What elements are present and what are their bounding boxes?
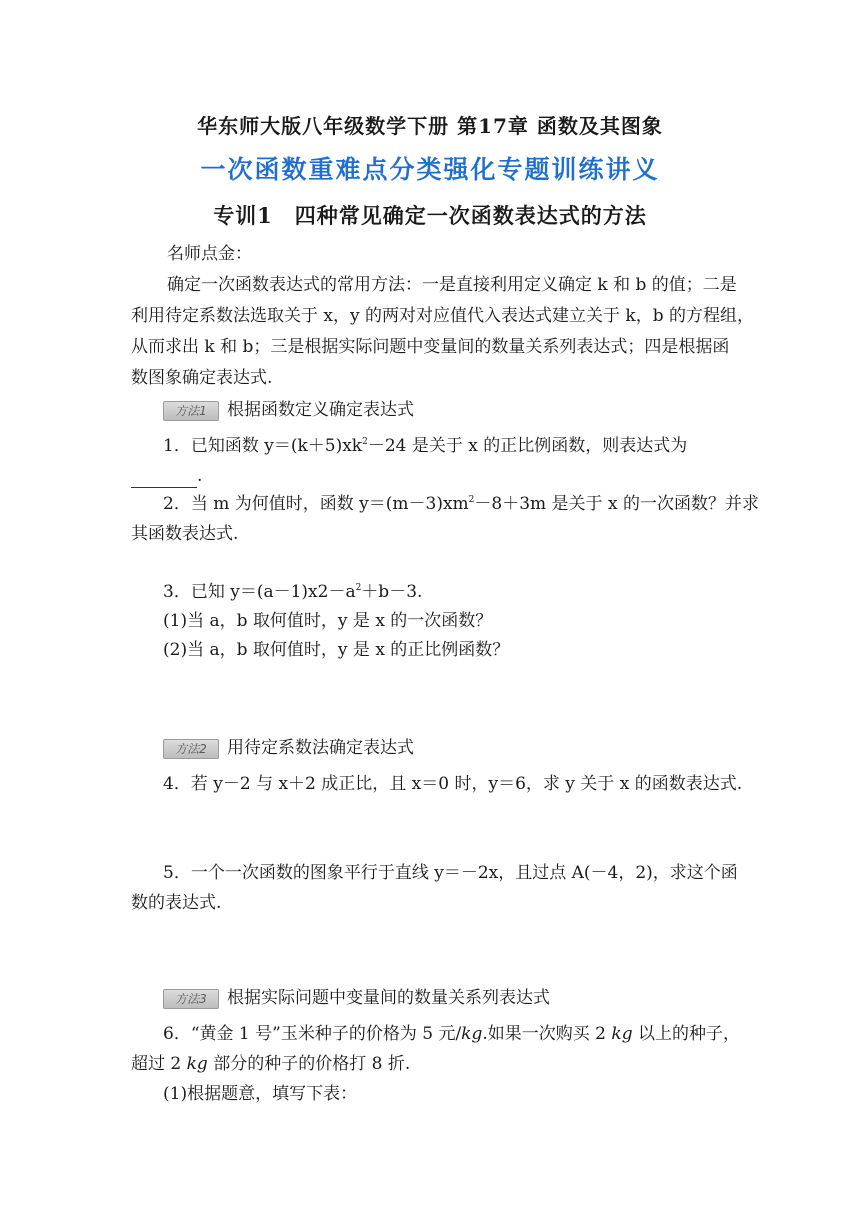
problem-3-question-2: (2)当 a，b 取何值时，y 是 x 的正比例函数？ xyxy=(163,640,510,660)
problem-text: 超过 2 xyxy=(131,1054,187,1074)
document-subtitle: 一次函数重难点分类强化专题训练讲义 xyxy=(200,155,660,184)
method-title: 用待定系数法确定表达式 xyxy=(227,738,414,758)
problem-2-line-2: 其函数表达式. xyxy=(131,524,239,544)
problem-5-line-1: 5．一个一次函数的图象平行于直线 y＝－2x，且过点 A(－4，2)，求这个函 xyxy=(163,863,738,883)
problem-text: 3．已知 y＝(a－1)x2－a xyxy=(163,582,356,602)
intro-line-4: 数图象确定表达式. xyxy=(131,368,273,388)
method-title: 根据实际问题中变量间的数量关系列表达式 xyxy=(227,988,550,1008)
problem-text: 1．已知函数 y＝(k＋5)xk xyxy=(163,436,363,456)
superscript: 2 xyxy=(362,437,368,447)
problem-1-answer-line xyxy=(131,464,202,488)
method-badge: 方法1 xyxy=(163,401,219,421)
problem-text: .如果一次购买 2 xyxy=(482,1024,612,1044)
unit-text: kg xyxy=(186,1054,208,1074)
answer-blank[interactable] xyxy=(131,469,197,488)
problem-3-question-1: (1)当 a，b 取何值时，y 是 x 的一次函数？ xyxy=(163,611,493,631)
problem-text: . xyxy=(197,466,203,486)
problem-text: 部分的种子的价格打 8 折. xyxy=(207,1054,411,1074)
method-1-heading xyxy=(163,398,414,422)
method-badge: 方法2 xyxy=(163,739,219,759)
problem-text: ＋b－3. xyxy=(361,582,423,602)
problem-text: －24 是关于 x 的正比例函数，则表达式为 xyxy=(367,436,688,456)
document-title: 华东师大版八年级数学下册 第17章 函数及其图象 xyxy=(197,114,663,138)
unit-text: kg xyxy=(461,1024,483,1044)
problem-text: 以上的种子， xyxy=(632,1024,740,1044)
problem-4: 4．若 y－2 与 x＋2 成正比，且 x＝0 时，y＝6，求 y 关于 x 的函数表达式. xyxy=(163,774,743,794)
problem-3 xyxy=(163,580,422,604)
superscript: 2 xyxy=(355,583,362,593)
problem-text: 6．“黄金 1 号”玉米种子的价格为 5 元/ xyxy=(163,1024,462,1044)
problem-1 xyxy=(163,434,687,458)
problem-text: 2．当 m 为何值时，函数 y＝(m－3)xm xyxy=(163,494,469,514)
problem-6-line-2 xyxy=(131,1052,410,1076)
problem-6-line-1 xyxy=(163,1022,740,1046)
problem-5-line-2: 数的表达式. xyxy=(131,893,222,913)
problem-2 xyxy=(163,492,759,516)
method-badge: 方法3 xyxy=(163,989,219,1009)
problem-6-question-1: (1)根据题意，填写下表： xyxy=(163,1084,358,1104)
method-2-heading xyxy=(163,736,414,760)
intro-line-2: 利用待定系数法选取关于 x，y 的两对对应值代入表达式建立关于 k，b 的方程组， xyxy=(131,306,754,326)
unit-text: kg xyxy=(611,1024,633,1044)
section-title: 专训1 四种常见确定一次函数表达式的方法 xyxy=(213,203,647,228)
method-3-heading xyxy=(163,986,550,1010)
intro-label: 名师点金： xyxy=(167,244,252,264)
superscript: 2 xyxy=(468,495,475,505)
method-title: 根据函数定义确定表达式 xyxy=(227,400,414,420)
problem-text: －8＋3m 是关于 x 的一次函数？并求 xyxy=(474,494,759,514)
intro-line-3: 从而求出 k 和 b；三是根据实际问题中变量间的数量关系列表达式；四是根据函 xyxy=(131,337,730,357)
intro-line-1: 确定一次函数表达式的常用方法：一是直接利用定义确定 k 和 b 的值；二是 xyxy=(167,275,737,295)
